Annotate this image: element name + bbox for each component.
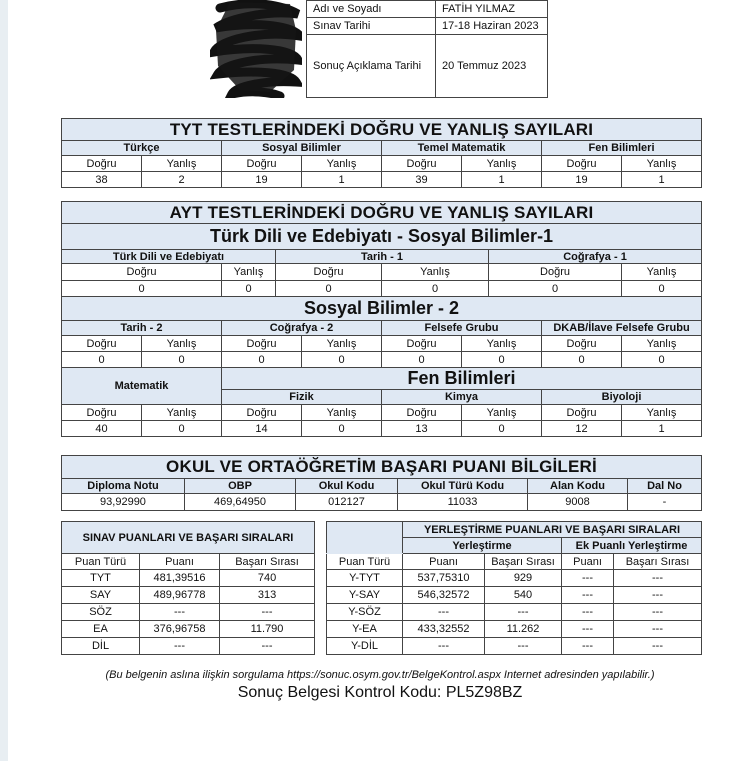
yer-cell: --- xyxy=(614,570,702,587)
ayt-sec2-value: 0 xyxy=(62,352,142,368)
tyt-value: 1 xyxy=(462,172,542,188)
ayt-fen-value: 13 xyxy=(382,421,462,437)
yer-cell: 11.262 xyxy=(485,621,562,638)
okul-value-okul-kodu: 012127 xyxy=(296,494,398,511)
okul-header-alan-kodu: Alan Kodu xyxy=(528,479,628,494)
ayt-fen-value: 12 xyxy=(542,421,622,437)
sinav-cell: SAY xyxy=(62,587,140,604)
yer-cell: --- xyxy=(614,587,702,604)
yer-header-basari: Başarı Sırası xyxy=(485,554,562,570)
info-result-date-label: Sonuç Açıklama Tarihi xyxy=(307,35,436,98)
ayt-fen-value: 0 xyxy=(462,421,542,437)
label-dogru: Doğru xyxy=(62,156,142,172)
yer-cell: --- xyxy=(562,570,614,587)
sinav-cell: --- xyxy=(220,638,315,655)
label-yanlis: Yanlış xyxy=(382,264,489,281)
label-yanlis: Yanlış xyxy=(622,264,702,281)
label-yanlis: Yanlış xyxy=(462,156,542,172)
okul-value-dal-no: - xyxy=(628,494,702,511)
label-yanlis: Yanlış xyxy=(222,264,276,281)
ayt-sec2-title: Sosyal Bilimler - 2 xyxy=(62,297,702,321)
okul-header-diploma: Diploma Notu xyxy=(62,479,185,494)
okul-header-okul-kodu: Okul Kodu xyxy=(296,479,398,494)
yer-cell: --- xyxy=(614,604,702,621)
ayt-subject-edebiyat: Türk Dili ve Edebiyatı xyxy=(62,250,276,264)
yer-title: YERLEŞTİRME PUANLARI VE BAŞARI SIRALARI xyxy=(403,522,702,538)
yer-cell: Y-EA xyxy=(327,621,403,638)
sinav-cell: TYT xyxy=(62,570,140,587)
yer-group-ek-puanli: Ek Puanlı Yerleştirme xyxy=(562,538,702,554)
ayt-mat-value: 40 xyxy=(62,421,142,437)
ayt-sec2-value: 0 xyxy=(142,352,222,368)
sinav-puanlari-table xyxy=(61,521,315,655)
ayt-subject-fizik: Fizik xyxy=(222,390,382,405)
yer-cell: 540 xyxy=(485,587,562,604)
sinav-header-puani: Puanı xyxy=(140,554,220,570)
sinav-cell: --- xyxy=(140,638,220,655)
label-yanlis: Yanlış xyxy=(462,336,542,352)
info-exam-date-label: Sınav Tarihi xyxy=(307,18,436,35)
ayt-title: AYT TESTLERİNDEKİ DOĞRU VE YANLIŞ SAYILARI xyxy=(62,202,702,224)
okul-header-okul-turu: Okul Türü Kodu xyxy=(398,479,528,494)
yer-cell: --- xyxy=(562,638,614,655)
ayt-sec1-value: 0 xyxy=(62,281,222,297)
ayt-sec2-value: 0 xyxy=(542,352,622,368)
ayt-sec1-title: Türk Dili ve Edebiyatı - Sosyal Bilimler-1 xyxy=(62,224,702,250)
yer-cell: --- xyxy=(403,638,485,655)
label-dogru: Doğru xyxy=(382,156,462,172)
yer-header-puan-turu: Puan Türü xyxy=(327,554,403,570)
label-yanlis: Yanlış xyxy=(302,336,382,352)
label-yanlis: Yanlış xyxy=(622,405,702,421)
ayt-sec1-value: 0 xyxy=(622,281,702,297)
info-name-value: FATİH YILMAZ xyxy=(436,1,548,18)
yer-cell: --- xyxy=(562,587,614,604)
label-yanlis: Yanlış xyxy=(622,336,702,352)
label-yanlis: Yanlış xyxy=(142,405,222,421)
sinav-cell: EA xyxy=(62,621,140,638)
label-dogru: Doğru xyxy=(222,156,302,172)
info-name-label: Adı ve Soyadı xyxy=(307,1,436,18)
ayt-sec2-value: 0 xyxy=(302,352,382,368)
info-exam-date-value: 17-18 Haziran 2023 xyxy=(436,18,548,35)
ayt-subject-cografya1: Coğrafya - 1 xyxy=(489,250,702,264)
sinav-header-basari: Başarı Sırası xyxy=(220,554,315,570)
ayt-subject-kimya: Kimya xyxy=(382,390,542,405)
yer-cell: --- xyxy=(485,604,562,621)
ayt-subject-dkab: DKAB/İlave Felsefe Grubu xyxy=(542,321,702,336)
okul-header-dal-no: Dal No xyxy=(628,479,702,494)
footer-control-code: Sonuç Belgesi Kontrol Kodu: PL5Z98BZ xyxy=(237,684,523,701)
ayt-subject-biyoloji: Biyoloji xyxy=(542,390,702,405)
yer-cell: --- xyxy=(562,621,614,638)
yer-cell: --- xyxy=(562,604,614,621)
tyt-value: 1 xyxy=(302,172,382,188)
ayt-fen-value: 0 xyxy=(302,421,382,437)
ayt-fen-value: 14 xyxy=(222,421,302,437)
sinav-cell: DİL xyxy=(62,638,140,655)
tyt-subject-matematik: Temel Matematik xyxy=(382,141,542,156)
label-dogru: Doğru xyxy=(276,264,382,281)
tyt-subject-turkce: Türkçe xyxy=(62,141,222,156)
tyt-value: 2 xyxy=(142,172,222,188)
label-yanlis: Yanlış xyxy=(622,156,702,172)
candidate-info-table xyxy=(306,0,548,98)
label-dogru: Doğru xyxy=(489,264,622,281)
tyt-subject-sosyal: Sosyal Bilimler xyxy=(222,141,382,156)
sinav-cell: --- xyxy=(220,604,315,621)
label-dogru: Doğru xyxy=(62,405,142,421)
tyt-value: 38 xyxy=(62,172,142,188)
yer-cell: --- xyxy=(614,638,702,655)
ayt-matematik-title: Matematik xyxy=(62,368,222,405)
okul-value-diploma: 93,92990 xyxy=(62,494,185,511)
label-yanlis: Yanlış xyxy=(142,156,222,172)
yer-cell: Y-SÖZ xyxy=(327,604,403,621)
ayt-mat-value: 0 xyxy=(142,421,222,437)
ayt-sec2-value: 0 xyxy=(622,352,702,368)
yer-cell: 929 xyxy=(485,570,562,587)
footer-note: (Bu belgenin aslına ilişkin sorgulama https://sonuc.osym.gov.tr/BelgeKontrol.aspx Internet adresinden yapılabilir.) xyxy=(105,669,655,681)
tyt-value: 19 xyxy=(222,172,302,188)
tyt-table xyxy=(61,118,702,188)
yer-cell: 433,32552 xyxy=(403,621,485,638)
label-dogru: Doğru xyxy=(222,336,302,352)
yer-cell: Y-DİL xyxy=(327,638,403,655)
sinav-cell: --- xyxy=(140,604,220,621)
okul-value-alan-kodu: 9008 xyxy=(528,494,628,511)
tyt-value: 1 xyxy=(622,172,702,188)
yer-title-spacer xyxy=(327,522,403,554)
okul-title: OKUL VE ORTAÖĞRETİM BAŞARI PUANI BİLGİLERİ xyxy=(62,456,702,479)
label-dogru: Doğru xyxy=(62,264,222,281)
tyt-value: 19 xyxy=(542,172,622,188)
tyt-subject-fen: Fen Bilimleri xyxy=(542,141,702,156)
sinav-cell: SÖZ xyxy=(62,604,140,621)
yer-cell: 546,32572 xyxy=(403,587,485,604)
okul-header-obp: OBP xyxy=(185,479,296,494)
okul-value-okul-turu: 11033 xyxy=(398,494,528,511)
ayt-fen-value: 1 xyxy=(622,421,702,437)
sinav-header-puan-turu: Puan Türü xyxy=(62,554,140,570)
yerlestirme-table xyxy=(326,521,702,655)
label-dogru: Doğru xyxy=(382,336,462,352)
label-dogru: Doğru xyxy=(542,156,622,172)
sinav-cell: 740 xyxy=(220,570,315,587)
yer-cell: Y-SAY xyxy=(327,587,403,604)
label-yanlis: Yanlış xyxy=(302,156,382,172)
info-result-date-value: 20 Temmuz 2023 xyxy=(436,35,548,98)
ayt-subject-tarih1: Tarih - 1 xyxy=(276,250,489,264)
yer-cell: --- xyxy=(403,604,485,621)
yer-header-ek-puani: Puanı xyxy=(562,554,614,570)
ayt-sec2-value: 0 xyxy=(462,352,542,368)
label-dogru: Doğru xyxy=(62,336,142,352)
sinav-title: SINAV PUANLARI VE BAŞARI SIRALARI xyxy=(62,522,315,554)
sinav-cell: 313 xyxy=(220,587,315,604)
sinav-cell: 481,39516 xyxy=(140,570,220,587)
ayt-sec2-value: 0 xyxy=(382,352,462,368)
okul-table xyxy=(61,455,702,511)
label-dogru: Doğru xyxy=(542,336,622,352)
sinav-cell: 11.790 xyxy=(220,621,315,638)
sinav-cell: 376,96758 xyxy=(140,621,220,638)
tyt-value: 39 xyxy=(382,172,462,188)
sinav-cell: 489,96778 xyxy=(140,587,220,604)
tyt-title: TYT TESTLERİNDEKİ DOĞRU VE YANLIŞ SAYILARI xyxy=(62,119,702,141)
ayt-sec1-value: 0 xyxy=(489,281,622,297)
redacted-photo-scribble xyxy=(210,0,302,98)
okul-value-obp: 469,64950 xyxy=(185,494,296,511)
page-left-margin xyxy=(0,0,8,761)
yer-header-puani: Puanı xyxy=(403,554,485,570)
ayt-sec1-value: 0 xyxy=(382,281,489,297)
label-yanlis: Yanlış xyxy=(142,336,222,352)
yer-cell: 537,75310 xyxy=(403,570,485,587)
label-dogru: Doğru xyxy=(542,405,622,421)
label-yanlis: Yanlış xyxy=(302,405,382,421)
label-dogru: Doğru xyxy=(382,405,462,421)
label-dogru: Doğru xyxy=(222,405,302,421)
yer-group-yerlestirme: Yerleştirme xyxy=(403,538,562,554)
ayt-sec1-value: 0 xyxy=(276,281,382,297)
yer-cell: --- xyxy=(485,638,562,655)
yer-header-ek-basari: Başarı Sırası xyxy=(614,554,702,570)
ayt-fen-title: Fen Bilimleri xyxy=(222,368,702,390)
yer-cell: Y-TYT xyxy=(327,570,403,587)
label-yanlis: Yanlış xyxy=(462,405,542,421)
yer-cell: --- xyxy=(614,621,702,638)
ayt-table xyxy=(61,201,702,437)
ayt-subject-tarih2: Tarih - 2 xyxy=(62,321,222,336)
ayt-subject-cografya2: Coğrafya - 2 xyxy=(222,321,382,336)
ayt-sec2-value: 0 xyxy=(222,352,302,368)
ayt-subject-felsefe: Felsefe Grubu xyxy=(382,321,542,336)
ayt-sec1-value: 0 xyxy=(222,281,276,297)
